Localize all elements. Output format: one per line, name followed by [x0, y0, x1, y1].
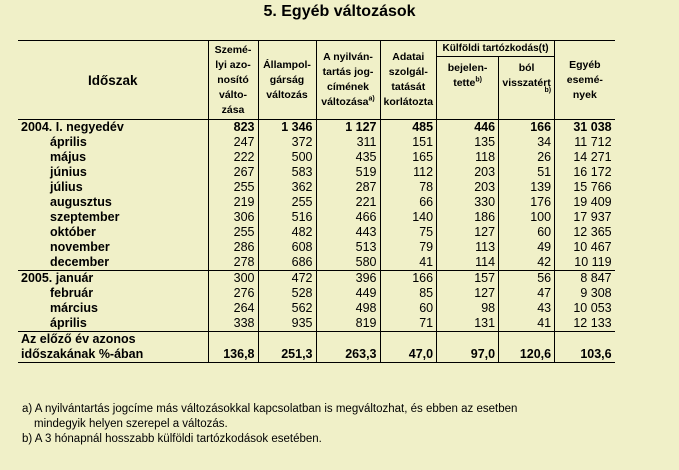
footnote-a-cont: mindegyik helyen szerepel a változás.	[34, 418, 228, 430]
cell-value: 516	[258, 210, 316, 225]
cell-value: 819	[316, 316, 380, 332]
footnotes	[22, 402, 662, 447]
cell-value: 15 766	[555, 180, 615, 195]
cell-value: 51	[499, 165, 555, 180]
cell-value: 311	[316, 135, 380, 150]
cell-value: 686	[258, 255, 316, 271]
cell-value: 12 365	[555, 225, 615, 240]
cell-value: 498	[316, 301, 380, 316]
cell-value: 286	[208, 240, 258, 255]
footnote-a: a) A nyilvántartás jogcíme más változásokkal kapcsolatban is megváltozhat, és ebben az esetben	[22, 403, 518, 415]
row-label: december	[50, 255, 110, 269]
cell-value: 127	[437, 225, 499, 240]
cell-value: 10 119	[555, 255, 615, 271]
cell-value: 466	[316, 210, 380, 225]
table-row	[18, 271, 615, 287]
cell-value: 43	[499, 301, 555, 316]
cell-value: 1 127	[316, 120, 380, 136]
cell-value: 165	[380, 150, 437, 165]
table-row	[18, 150, 615, 165]
header-col-d: Adatai szolgál- tatását korlátozta	[380, 41, 437, 120]
table-row	[18, 316, 615, 332]
page-title: 5. Egyéb változások	[263, 3, 416, 20]
cell-value: 472	[258, 271, 316, 287]
cell-value: 528	[258, 286, 316, 301]
cell-value: 823	[208, 120, 258, 136]
cell-value: 1 346	[258, 120, 316, 136]
cell-value: 513	[316, 240, 380, 255]
cell-value: 166	[499, 120, 555, 136]
cell-value: 580	[316, 255, 380, 271]
cell-value: 500	[258, 150, 316, 165]
header-col-a: Szemé- lyi azo- nosító válto- zása	[208, 41, 258, 120]
cell-value: 562	[258, 301, 316, 316]
row-label: október	[50, 225, 96, 239]
cell-value: 300	[208, 271, 258, 287]
cell-value: 338	[208, 316, 258, 332]
pct-value: 136,8	[208, 332, 258, 363]
cell-value: 41	[380, 255, 437, 271]
header-col-e: bejelen- tette$^{b)}$	[437, 57, 499, 120]
cell-value: 66	[380, 195, 437, 210]
row-label: augusztus	[50, 195, 112, 209]
cell-value: 140	[380, 210, 437, 225]
cell-value: 9 308	[555, 286, 615, 301]
cell-value: 14 271	[555, 150, 615, 165]
table-row	[18, 240, 615, 255]
table-row	[18, 301, 615, 316]
cell-value: 131	[437, 316, 499, 332]
cell-value: 372	[258, 135, 316, 150]
cell-value: 396	[316, 271, 380, 287]
header-col-c: A nyilván- tartás jog- címének változása$^{a)}$	[316, 41, 380, 120]
cell-value: 17 937	[555, 210, 615, 225]
cell-value: 42	[499, 255, 555, 271]
cell-value: 100	[499, 210, 555, 225]
header-col-ef-group: Külföldi tartózkodás(t)	[437, 41, 555, 57]
cell-value: 330	[437, 195, 499, 210]
cell-value: 56	[499, 271, 555, 287]
row-label: március	[50, 301, 98, 315]
cell-value: 151	[380, 135, 437, 150]
cell-value: 203	[437, 165, 499, 180]
cell-value: 127	[437, 286, 499, 301]
table-row	[18, 210, 615, 225]
cell-value: 219	[208, 195, 258, 210]
cell-value: 157	[437, 271, 499, 287]
cell-value: 12 133	[555, 316, 615, 332]
cell-value: 287	[316, 180, 380, 195]
pct-row-label: Az előző év azonos időszakának %-ában	[18, 332, 208, 363]
cell-value: 75	[380, 225, 437, 240]
cell-value: 443	[316, 225, 380, 240]
header-col-b: Állampol- gárság változás	[258, 41, 316, 120]
table-row	[18, 180, 615, 195]
table-row	[18, 135, 615, 150]
cell-value: 26	[499, 150, 555, 165]
cell-value: 583	[258, 165, 316, 180]
pct-value: 103,6	[555, 332, 615, 363]
cell-value: 10 467	[555, 240, 615, 255]
cell-value: 135	[437, 135, 499, 150]
row-label: szeptember	[50, 210, 120, 224]
row-label: november	[50, 240, 110, 254]
cell-value: 16 172	[555, 165, 615, 180]
cell-value: 267	[208, 165, 258, 180]
cell-value: 221	[316, 195, 380, 210]
cell-value: 166	[380, 271, 437, 287]
cell-value: 203	[437, 180, 499, 195]
cell-value: 362	[258, 180, 316, 195]
table-row	[18, 255, 615, 271]
pct-value: 47,0	[380, 332, 437, 363]
footnote-b: b) A 3 hónapnál hosszabb külföldi tartózkodások esetében.	[22, 433, 322, 445]
cell-value: 519	[316, 165, 380, 180]
pct-value: 251,3	[258, 332, 316, 363]
header-col-g: Egyéb esemé- nyek	[555, 41, 615, 120]
cell-value: 19 409	[555, 195, 615, 210]
cell-value: 114	[437, 255, 499, 271]
cell-value: 255	[258, 195, 316, 210]
row-label: 2005. január	[18, 271, 208, 287]
cell-value: 306	[208, 210, 258, 225]
cell-value: 78	[380, 180, 437, 195]
row-label: július	[50, 180, 83, 194]
row-label: február	[50, 286, 94, 300]
cell-value: 34	[499, 135, 555, 150]
row-label: április	[50, 316, 87, 330]
cell-value: 278	[208, 255, 258, 271]
cell-value: 264	[208, 301, 258, 316]
cell-value: 118	[437, 150, 499, 165]
cell-value: 60	[499, 225, 555, 240]
cell-value: 608	[258, 240, 316, 255]
data-table	[18, 40, 615, 363]
cell-value: 85	[380, 286, 437, 301]
table-row	[18, 120, 615, 136]
row-label: június	[50, 165, 87, 179]
cell-value: 79	[380, 240, 437, 255]
cell-value: 449	[316, 286, 380, 301]
cell-value: 247	[208, 135, 258, 150]
cell-value: 255	[208, 225, 258, 240]
cell-value: 98	[437, 301, 499, 316]
cell-value: 60	[380, 301, 437, 316]
cell-value: 276	[208, 286, 258, 301]
cell-value: 41	[499, 316, 555, 332]
table-row	[18, 165, 615, 180]
cell-value: 935	[258, 316, 316, 332]
cell-value: 482	[258, 225, 316, 240]
cell-value: 31 038	[555, 120, 615, 136]
cell-value: 176	[499, 195, 555, 210]
pct-value: 120,6	[499, 332, 555, 363]
row-label: május	[50, 150, 87, 164]
cell-value: 112	[380, 165, 437, 180]
header-period: Időszak	[18, 41, 208, 120]
row-label: április	[50, 135, 87, 149]
row-label: 2004. I. negyedév	[18, 120, 208, 136]
header-col-f: ból visszatért b)	[499, 57, 555, 120]
cell-value: 446	[437, 120, 499, 136]
cell-value: 255	[208, 180, 258, 195]
cell-value: 49	[499, 240, 555, 255]
cell-value: 8 847	[555, 271, 615, 287]
table-row	[18, 286, 615, 301]
pct-row	[18, 332, 615, 363]
cell-value: 11 712	[555, 135, 615, 150]
cell-value: 10 053	[555, 301, 615, 316]
cell-value: 222	[208, 150, 258, 165]
table-row	[18, 195, 615, 210]
cell-value: 186	[437, 210, 499, 225]
cell-value: 485	[380, 120, 437, 136]
pct-value: 97,0	[437, 332, 499, 363]
cell-value: 113	[437, 240, 499, 255]
cell-value: 435	[316, 150, 380, 165]
cell-value: 47	[499, 286, 555, 301]
cell-value: 139	[499, 180, 555, 195]
table-row	[18, 225, 615, 240]
pct-value: 263,3	[316, 332, 380, 363]
cell-value: 71	[380, 316, 437, 332]
